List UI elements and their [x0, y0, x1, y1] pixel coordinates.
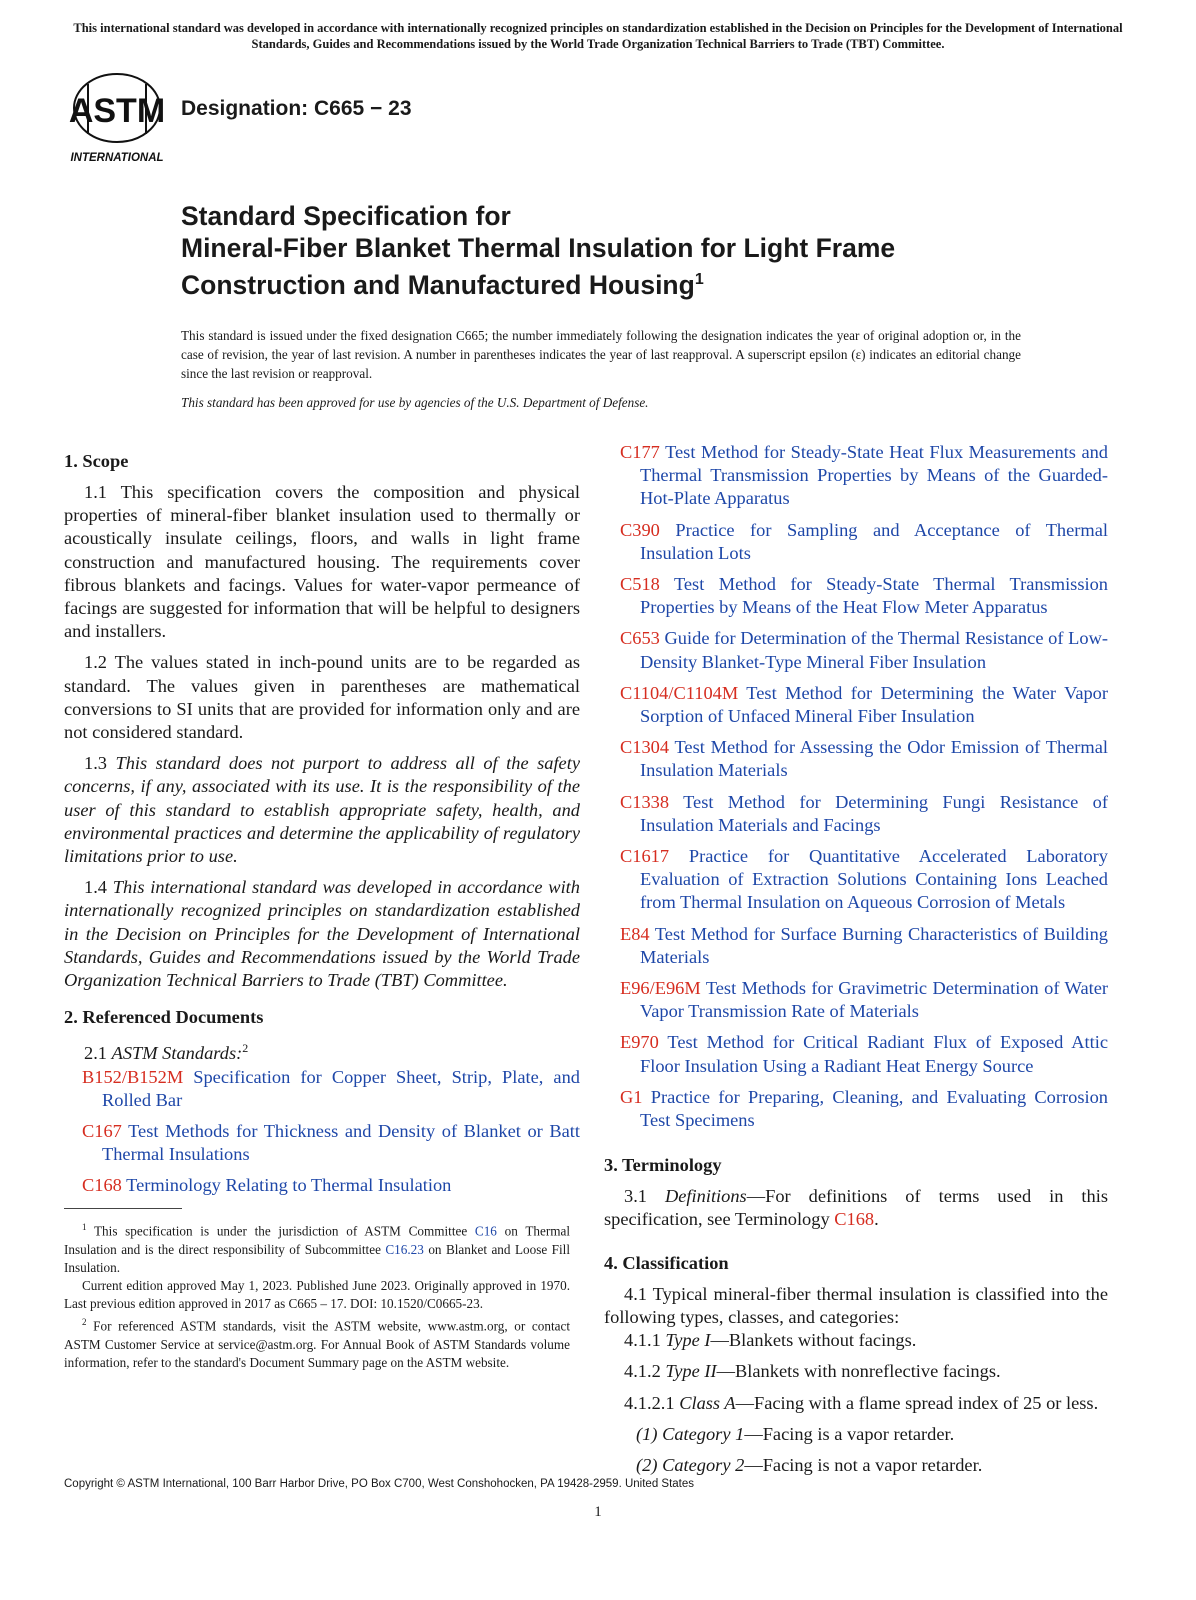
classification-item: [604, 1423, 1108, 1446]
ref-item[interactable]: [82, 1174, 580, 1197]
ref-code-link[interactable]: C167: [82, 1121, 122, 1141]
terminology-num: 3.1: [624, 1186, 647, 1207]
terminology-para: [604, 1185, 1108, 1231]
classification-item: [604, 1329, 1108, 1352]
footnotes: [64, 1218, 570, 1372]
scope-heading: 1. Scope: [64, 451, 129, 471]
classification-heading: 4. Classification: [604, 1252, 729, 1273]
title-footnote-mark: 1: [694, 271, 704, 288]
footnote-rule: [64, 1208, 182, 1209]
scope-para-1-3-text: This standard does not purport to address all of the safety concerns, if any, associated with its use. It is the responsibility of the user of this standard to establish appropriate safety, health, and environmental practices and determine the applicability of regulatory limitations prior to use.: [64, 753, 580, 867]
title-line1: Standard Specification for: [181, 201, 511, 231]
ref-code-link[interactable]: C1338: [620, 791, 670, 812]
ref-title-link[interactable]: Guide for Determination of the Thermal Resistance of Low-Density Blanket-Type Mineral Fiber Insulation: [640, 628, 1108, 672]
item-label: Type I: [665, 1330, 711, 1351]
ref-code-link[interactable]: B152/B152M: [82, 1066, 184, 1087]
classification-para-4-1: 4.1 Typical mineral-fiber thermal insulation is classified into the following types, classes, and categories:: [604, 1283, 1108, 1327]
astm-standards-footnote-mark: 2: [242, 1041, 249, 1056]
refdocs-heading: 2. Referenced Documents: [64, 1007, 264, 1028]
ref-item[interactable]: [620, 441, 1108, 511]
ref-item[interactable]: [620, 923, 1108, 969]
ref-code-link[interactable]: E970: [620, 1032, 659, 1053]
ref-code-link[interactable]: G1: [620, 1086, 643, 1107]
terminology-text-end: .: [874, 1209, 879, 1230]
item-text: —Facing is not a vapor retarder.: [744, 1454, 983, 1475]
terminology-c168-link[interactable]: C168: [834, 1209, 875, 1230]
top-notice: This international standard was developed in accordance with internationally recognized principles on standardization established in the Decision on Principles for the Development of International Standards, Guides and Recommendations issued by the World Trade Organization Technical Barriers to Trade (TBT) Committee.: [73, 21, 1123, 51]
footnote-2-text-a: For referenced ASTM standards, visit the ASTM website, www.astm.org, or contact ASTM Customer Service at service@astm.org. For: [64, 1318, 570, 1352]
ref-item[interactable]: [620, 682, 1108, 728]
ref-code-link[interactable]: C1304: [620, 737, 670, 758]
item-num: 4.1.2: [624, 1361, 661, 1382]
ref-item[interactable]: [82, 1120, 580, 1166]
ref-code-link[interactable]: C653: [620, 628, 660, 649]
ref-title-link[interactable]: Practice for Quantitative Accelerated Laboratory Evaluation of Extraction Solutions Containing Ions Leached from Thermal Insulation on Aqueous Corrosion of Metals: [640, 846, 1108, 913]
designation: Designation: C665 − 23: [181, 97, 412, 120]
ref-code-link[interactable]: C518: [620, 574, 660, 595]
ref-item[interactable]: [82, 1066, 580, 1112]
astm-logo: [64, 70, 170, 166]
page-title: [181, 200, 1081, 301]
scope-para-1-4-text: This international standard was developed in accordance with internationally recognized principles on standardization established in the Decision on Principles for the Development of International Standards, Guides and Recommendations issued by the World Trade Organization Technical Barriers to Trade (TBT) Committee.: [64, 877, 580, 991]
item-num: (1): [636, 1423, 658, 1444]
ref-code-link[interactable]: C1104/C1104M: [620, 682, 739, 703]
ref-item[interactable]: [620, 519, 1108, 565]
ref-code-link[interactable]: C390: [620, 519, 660, 540]
classification-item: [604, 1454, 1108, 1477]
logo-text: ASTM: [68, 92, 166, 130]
footnote-1-mark: 1: [82, 1222, 87, 1232]
classification-item: [604, 1360, 1108, 1383]
astm-standards-subheading: [64, 1037, 580, 1065]
left-column: [64, 450, 580, 1206]
ref-item[interactable]: [620, 1031, 1108, 1077]
terminology-label: Definitions: [664, 1186, 747, 1207]
ref-title-link[interactable]: Terminology Relating to Thermal Insulation: [126, 1175, 452, 1196]
ref-code-link[interactable]: E96/E96M: [620, 978, 701, 999]
ref-item[interactable]: [620, 977, 1108, 1023]
ref-item[interactable]: [620, 736, 1108, 782]
ref-item[interactable]: [620, 845, 1108, 915]
ref-title-link[interactable]: Test Method for Steady-State Heat Flux Measurements and Thermal Transmission Properties by Means of the Guarded-Hot-Plate Apparatus: [640, 442, 1108, 509]
ref-code-link[interactable]: C177: [620, 442, 660, 462]
logo-subtext: INTERNATIONAL: [70, 152, 164, 164]
scope-para-1-3-num: 1.3: [84, 753, 107, 774]
ref-code-link[interactable]: E84: [620, 923, 650, 944]
footnote-1-text-a: This specification is under the jurisdiction of ASTM Committee: [94, 1223, 475, 1239]
scope-para-1-4-num: 1.4: [84, 877, 107, 898]
right-column: [604, 441, 1109, 1485]
ref-title-link[interactable]: Test Methods for Gravimetric Determination of Water Vapor Transmission Rate of Materials: [640, 978, 1109, 1022]
scope-para-1-3: [64, 752, 580, 868]
scope-para-1-2: 1.2 The values stated in inch-pound units are to be regarded as standard. The values given in parentheses are mathematical conversions to SI units that are provided for information only and are not considered standard.: [64, 652, 580, 743]
item-label: Category 1: [662, 1423, 745, 1444]
scope-para-1-4: [64, 876, 580, 992]
item-label: Type II: [665, 1361, 717, 1382]
ref-title-link[interactable]: Test Method for Surface Burning Characteristics of Building Materials: [640, 923, 1108, 967]
footnote-1-text-b: on Thermal Insulation and is the direct responsibility of Subcommittee: [64, 1223, 570, 1257]
item-label: Category 2: [662, 1454, 745, 1475]
ref-title-link[interactable]: Test Methods for Thickness and Density of Blanket or Batt Thermal Insulations: [102, 1121, 580, 1165]
item-text: —Blankets without facings.: [710, 1330, 917, 1351]
footnote-2: [64, 1313, 570, 1372]
ref-item[interactable]: [620, 627, 1108, 673]
astm-standards-label: ASTM Standards:: [111, 1043, 243, 1064]
ref-title-link[interactable]: Test Method for Determining Fungi Resistance of Insulation Materials and Facings: [640, 791, 1108, 835]
item-text: —Blankets with nonreflective facings.: [716, 1361, 1001, 1382]
issue-note: This standard is issued under the fixed designation C665; the number immediately following the designation indicates the year of original adoption or, in the case of revision, the year of last revision. A number in parentheses indicates the year of last reapproval. A superscript epsilon (ε) indicates an editorial change since the last revision or reapproval.: [181, 328, 1021, 381]
title-line2: Mineral-Fiber Blanket Thermal Insulation for Light Frame: [181, 233, 896, 263]
astm-standards-num: 2.1: [84, 1043, 107, 1064]
item-text: —Facing is a vapor retarder.: [744, 1423, 955, 1444]
ref-title-link[interactable]: Test Method for Critical Radiant Flux of Exposed Attic Floor Insulation Using a Radiant Heat Energy Source: [640, 1032, 1109, 1076]
footnote-2-italic: Annual Book of ASTM Standards: [342, 1337, 527, 1352]
committee-c16-link[interactable]: C16: [474, 1223, 497, 1239]
ref-code-link[interactable]: C1617: [620, 846, 670, 867]
ref-item[interactable]: [620, 573, 1108, 619]
footnote-1: [64, 1218, 570, 1277]
ref-item[interactable]: [620, 1086, 1108, 1132]
item-num: 4.1.2.1: [624, 1392, 675, 1413]
copyright: Copyright © ASTM International, 100 Barr Harbor Drive, PO Box C700, West Conshohocken, PA 19428-2959. United States: [64, 1478, 695, 1490]
ref-title-link[interactable]: Test Method for Steady-State Thermal Transmission Properties by Means of the Heat Flow Meter Apparatus: [640, 574, 1109, 618]
item-num: (2): [636, 1454, 658, 1475]
ref-title-link[interactable]: Practice for Preparing, Cleaning, and Evaluating Corrosion Test Specimens: [640, 1086, 1108, 1131]
ref-code-link[interactable]: C168: [82, 1175, 122, 1196]
page-number: 1: [594, 1504, 602, 1520]
ref-title-link[interactable]: Specification for Copper Sheet, Strip, Plate, and Rolled Bar: [102, 1066, 580, 1110]
ref-item[interactable]: [620, 791, 1108, 837]
ref-title-link[interactable]: Practice for Sampling and Acceptance of Thermal Insulation Lots: [640, 519, 1108, 563]
item-label: Class A: [679, 1392, 736, 1413]
title-line3: Construction and Manufactured Housing: [181, 269, 695, 300]
footnote-2-mark: 2: [82, 1317, 87, 1328]
scope-para-1-1: 1.1 This specification covers the composition and physical properties of mineral-fiber blanket insulation used to thermally or acoustically insulate ceilings, floors, and walls in light frame construction and manufactured housing. The requirements cover fibrous blankets and facings. Values for water-vapor permeance of facings are suggested for information that will be helpful to designers and installers.: [64, 482, 580, 642]
item-num: 4.1.1: [624, 1330, 661, 1351]
ref-title-link[interactable]: Test Method for Determining the Water Vapor Sorption of Unfaced Mineral Fiber Insulation: [640, 682, 1108, 727]
footnote-2-text-b: volume information, refer to the standard's Document Summary page on the ASTM website.: [64, 1337, 570, 1371]
ref-title-link[interactable]: Test Method for Assessing the Odor Emission of Thermal Insulation Materials: [640, 737, 1108, 781]
dod-note: This standard has been approved for use by agencies of the U.S. Department of Defense.: [181, 395, 649, 410]
footnote-1-text-c: on Blanket and Loose Fill Insulation.: [64, 1241, 570, 1275]
terminology-heading: 3. Terminology: [604, 1155, 722, 1176]
classification-item: [604, 1392, 1108, 1415]
subcommittee-c16-23-link[interactable]: C16.23: [385, 1241, 424, 1257]
footnote-1-edition: Current edition approved May 1, 2023. Published June 2023. Originally approved in 1970. Last previous edition approved in 2017 as C665 – 17. DOI: 10.1520/C0665-23.: [64, 1278, 570, 1312]
item-text: —Facing with a flame spread index of 25 or less.: [735, 1392, 1099, 1413]
terminology-text: —For definitions of terms used in this specification, see Terminology: [604, 1186, 1108, 1230]
